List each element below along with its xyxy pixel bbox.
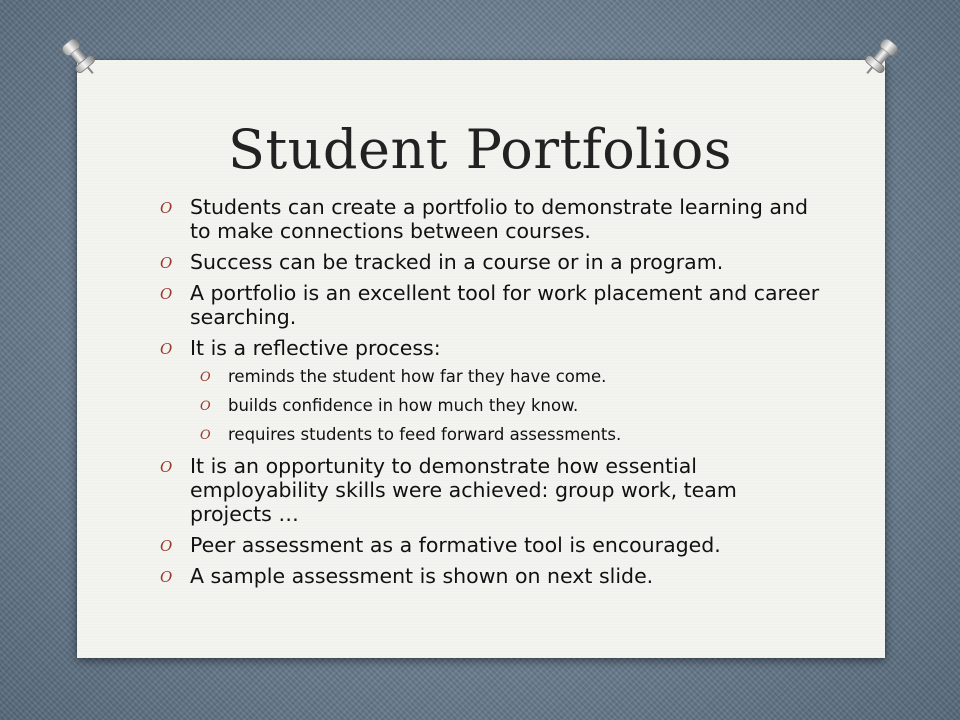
bullet-marker-icon: O xyxy=(160,568,173,586)
sub-bullet-item xyxy=(160,396,820,416)
bullet-text: requires students to feed forward assessments. xyxy=(228,425,622,444)
bullet-list xyxy=(160,195,820,595)
bullet-item xyxy=(160,250,820,274)
bullet-text: It is an opportunity to demonstrate how essential employability skills were achieved: group work, team projects … xyxy=(190,454,737,526)
bullet-item xyxy=(160,564,820,588)
bullet-marker-icon: O xyxy=(160,285,173,303)
bullet-item xyxy=(160,336,820,360)
bullet-text: A sample assessment is shown on next slide. xyxy=(190,564,654,588)
bullet-marker-icon: O xyxy=(160,340,173,358)
slide-title: Student Portfolios xyxy=(227,118,733,181)
bullet-marker-icon: O xyxy=(200,428,211,443)
bullet-item xyxy=(160,454,820,526)
bullet-text: Peer assessment as a formative tool is encouraged. xyxy=(190,533,721,557)
bullet-text: Success can be tracked in a course or in a program. xyxy=(190,250,724,274)
bullet-text: A portfolio is an excellent tool for work placement and career searching. xyxy=(190,281,820,329)
bullet-marker-icon: O xyxy=(160,254,173,272)
bullet-item xyxy=(160,195,820,243)
bullet-marker-icon: O xyxy=(200,399,211,414)
bullet-text: It is a reflective process: xyxy=(190,336,441,360)
bullet-text: reminds the student how far they have come. xyxy=(228,367,607,386)
bullet-marker-icon: O xyxy=(160,537,173,555)
bullet-text: Students can create a portfolio to demonstrate learning and to make connections between courses. xyxy=(190,195,808,243)
bullet-item xyxy=(160,533,820,557)
bullet-marker-icon: O xyxy=(160,458,173,476)
bullet-marker-icon: O xyxy=(160,199,173,217)
sub-bullet-item xyxy=(160,425,820,445)
bullet-item xyxy=(160,281,820,329)
bullet-marker-icon: O xyxy=(200,370,211,385)
bullet-text: builds confidence in how much they know. xyxy=(228,396,579,415)
sub-bullet-item xyxy=(160,367,820,387)
